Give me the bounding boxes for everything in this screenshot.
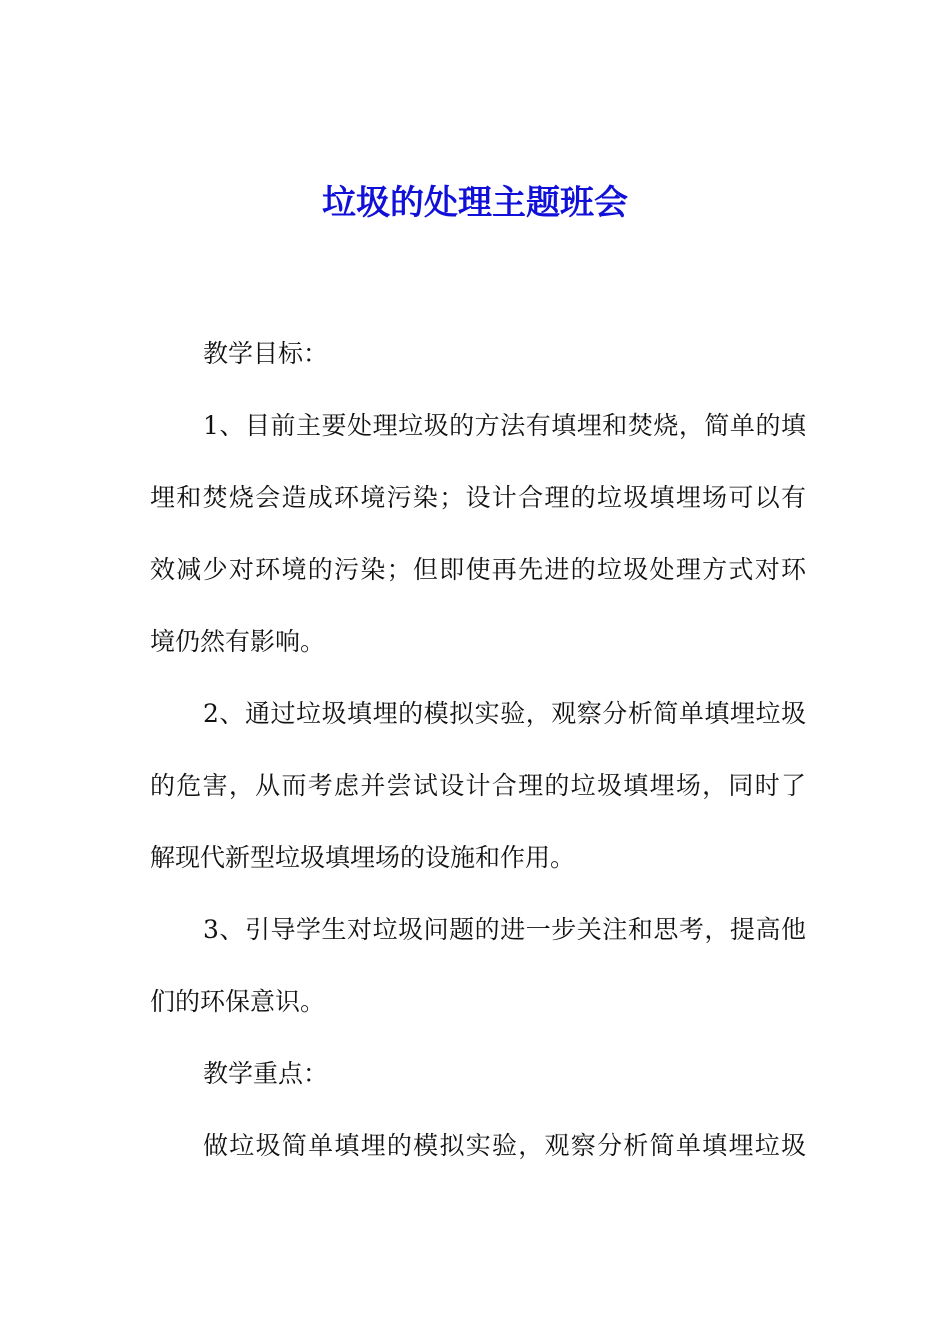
paragraph-line: 2、通过垃圾填埋的模拟实验，观察分析简单填埋垃圾 [203,699,806,728]
section-heading-key-points: 教学重点： [203,1059,329,1088]
paragraph-line: 做垃圾简单填埋的模拟实验，观察分析简单填埋垃圾 [203,1131,806,1160]
paragraph-line: 的危害，从而考虑并尝试设计合理的垃圾填埋场，同时了 [150,771,806,800]
paragraph-line: 解现代新型垃圾填埋场的设施和作用。 [150,843,576,872]
paragraph-line: 境仍然有影响。 [150,627,326,656]
document-body [150,325,806,1189]
paragraph-line: 们的环保意识。 [150,987,326,1016]
paragraph-line: 埋和焚烧会造成环境污染；设计合理的垃圾填埋场可以有 [150,483,806,512]
section-heading-objectives: 教学目标： [203,339,329,368]
paragraph-line: 效减少对环境的污染；但即使再先进的垃圾处理方式对环 [150,555,806,584]
paragraph-line: 3、引导学生对垃圾问题的进一步关注和思考，提高他 [203,915,806,944]
document-title: 垃圾的处理主题班会 [322,183,628,223]
paragraph-line: 1、目前主要处理垃圾的方法有填埋和焚烧，简单的填 [203,411,806,440]
